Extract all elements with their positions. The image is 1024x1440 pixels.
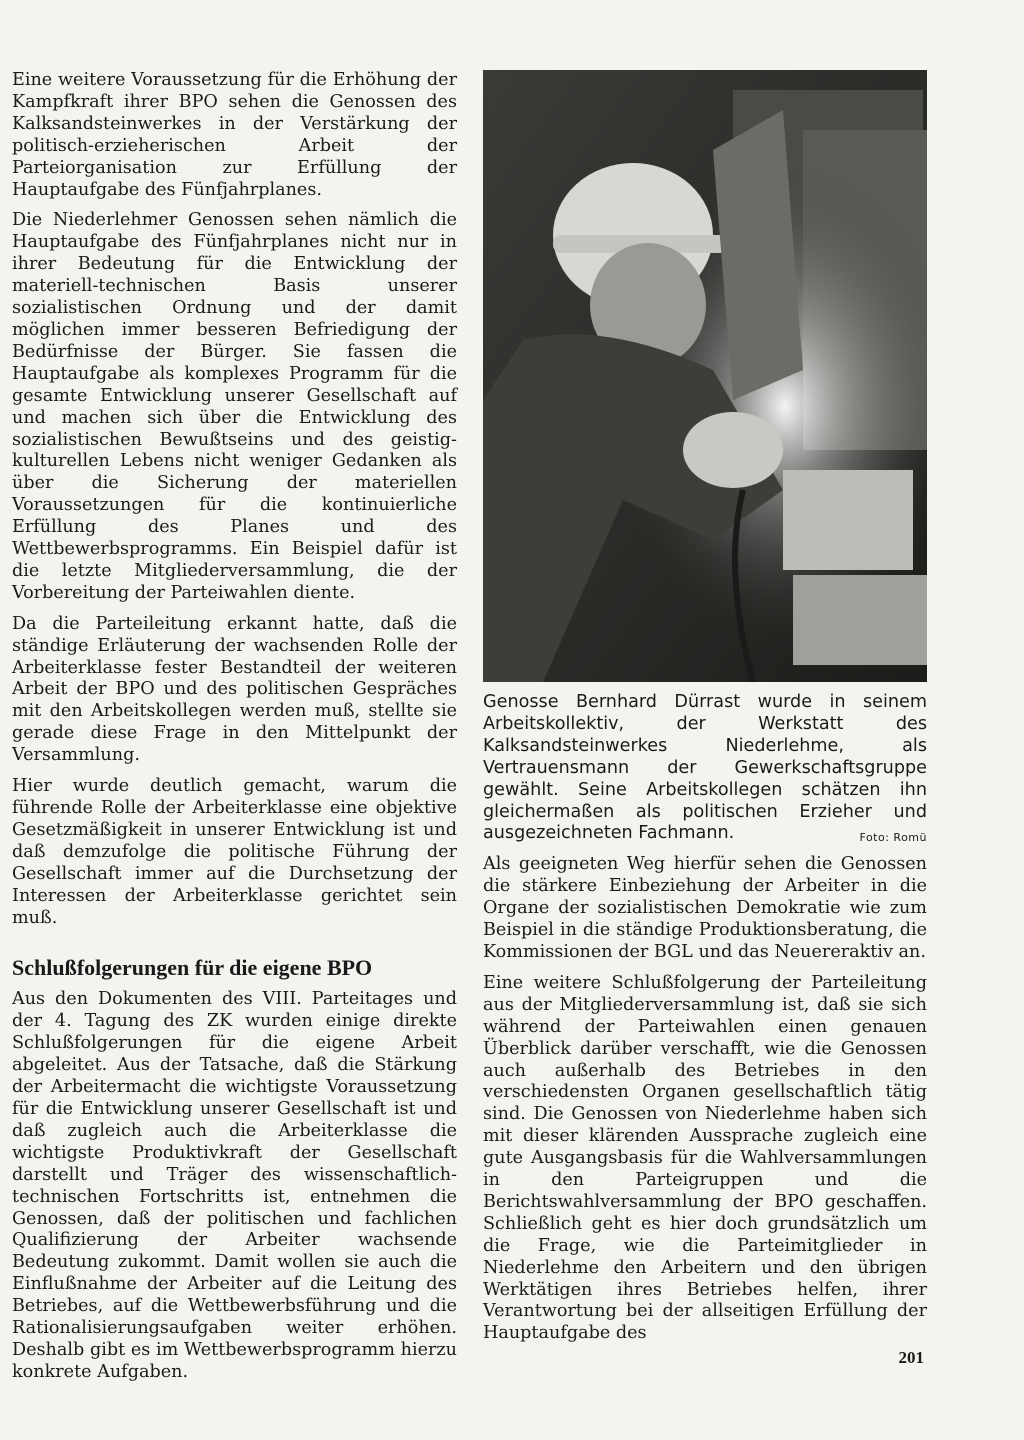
paragraph: Als geeigneten Weg hierfür sehen die Genossen die stärkere Einbeziehung der Arbeiter in die Organe der sozialistischen Demokratie wie zum Beispiel in die ständige Produktionsberatung, die Kommissionen der BGL und das Neuereraktiv an. <box>483 854 927 962</box>
photo-caption <box>483 692 927 845</box>
section-heading: Schlußfolgerungen für die eigene BPO <box>12 955 373 981</box>
paragraph: Die Niederlehmer Genossen sehen nämlich die Hauptaufgabe des Fünfjahrplanes nicht nur in ihrer Bedeutung für die Entwicklung der materiell-technischen Basis unserer sozialistischen Ordnung und der damit möglichen immer besseren Befriedigung der Bedürfnisse der Bürger. Sie fassen die Hauptaufgabe als komplexes Programm für die gesamte Entwicklung unserer Gesellschaft auf und machen sich über die Entwicklung des sozialistischen Bewußtseins und des geistig-kulturellen Lebens nicht weniger Gedanken als über die Sicherung der materiellen Voraussetzungen für die kontinuierliche Erfüllung des Planes und des Wettbewerbsprogramms. Ein Beispiel dafür ist die letzte Mitgliederversammlung, die der Vorbereitung der Parteiwahlen diente. <box>12 210 457 603</box>
caption-text: Genosse Bernhard Dürrast wurde in seinem Arbeitskollektiv, der Werkstatt des Kalksandsteinwerkes Niederlehme, als Vertrauensmann der Gewerkschaftsgruppe gewählt. Seine Arbeitskollegen schätzen ihn gleichermaßen als politischen Erzieher und ausgezeichneten Fachmann. <box>483 692 927 844</box>
right-column <box>483 70 927 1354</box>
paragraph: Aus den Dokumenten des VIII. Parteitages und der 4. Tagung des ZK wurden einige direkte Schlußfolgerungen für die eigene Arbeit abgeleitet. Aus der Tatsache, daß die Stärkung der Arbeitermacht die wichtigste Voraussetzung für die Entwicklung unserer Gesellschaft ist und daß zugleich auch die Arbeiterklasse die wichtigste Produktivkraft der Gesellschaft darstellt und Träger des wissenschaftlich-technischen Fortschritts ist, entnehmen die Genossen, daß der politischen und fachlichen Qualifizierung der Arbeiter wachsende Bedeutung zukommt. Damit wollen sie auch die Einflußnahme der Arbeiter auf die Leitung des Betriebes, auf die Wettbewerbsführung und die Rationalisierungsaufgaben weiter erhöhen. Deshalb gibt es im Wettbewerbsprogramm hierzu konkrete Aufgaben. <box>12 989 457 1382</box>
paragraph: Da die Parteileitung erkannt hatte, daß die ständige Erläuterung der wachsenden Rolle der Arbeiterklasse fester Bestandteil der weiteren Arbeit der BPO und des politischen Gespräches mit den Arbeitskollegen werden muß, stellte sie gerade diese Frage in den Mittelpunkt der Versammlung. <box>12 613 457 766</box>
paragraph: Eine weitere Schlußfolgerung der Parteileitung aus der Mitgliederversammlung ist, daß sie sich während der Parteiwahlen einen genauen Überblick darüber verschafft, wie die Genossen auch außerhalb des Betriebes in den verschiedensten Organen gesellschaftlich tätig sind. Die Genossen von Niederlehme haben sich mit dieser klärenden Aussprache zugleich eine gute Ausgangsbasis für die Wahlversammlungen in den Parteigruppen und die Berichtswahlversammlung der BPO geschaffen. Schließlich geht es hier doch grundsätzlich um die Frage, wie die Parteimitglieder in Niederlehme den Arbeitern und den übrigen Werktätigen ihres Betriebes helfen, ihrer Verantwortung bei der allseitigen Erfüllung der Hauptaufgabe des <box>483 972 927 1344</box>
paragraph: Eine weitere Voraussetzung für die Erhöhung der Kampfkraft ihrer BPO sehen die Genossen des Kalksandsteinwerkes in der Verstärkung der politisch-erzieherischen Arbeit der Parteiorganisation zur Erfüllung der Hauptaufgabe des Fünfjahrplanes. <box>12 70 457 200</box>
page-number: 201 <box>898 1348 924 1367</box>
photo-welder <box>483 70 927 682</box>
photo-credit: Foto: Romü <box>859 831 927 845</box>
paragraph: Hier wurde deutlich gemacht, warum die führende Rolle der Arbeiterklasse eine objektive Gesetzmäßigkeit in unserer Entwicklung ist und daß demzufolge die politische Führung der Gesellschaft immer auf die Durchsetzung der Interessen der Arbeiterklasse gerichtet sein muß. <box>12 776 457 928</box>
photo-illustration <box>483 70 927 682</box>
left-column <box>12 70 457 1393</box>
